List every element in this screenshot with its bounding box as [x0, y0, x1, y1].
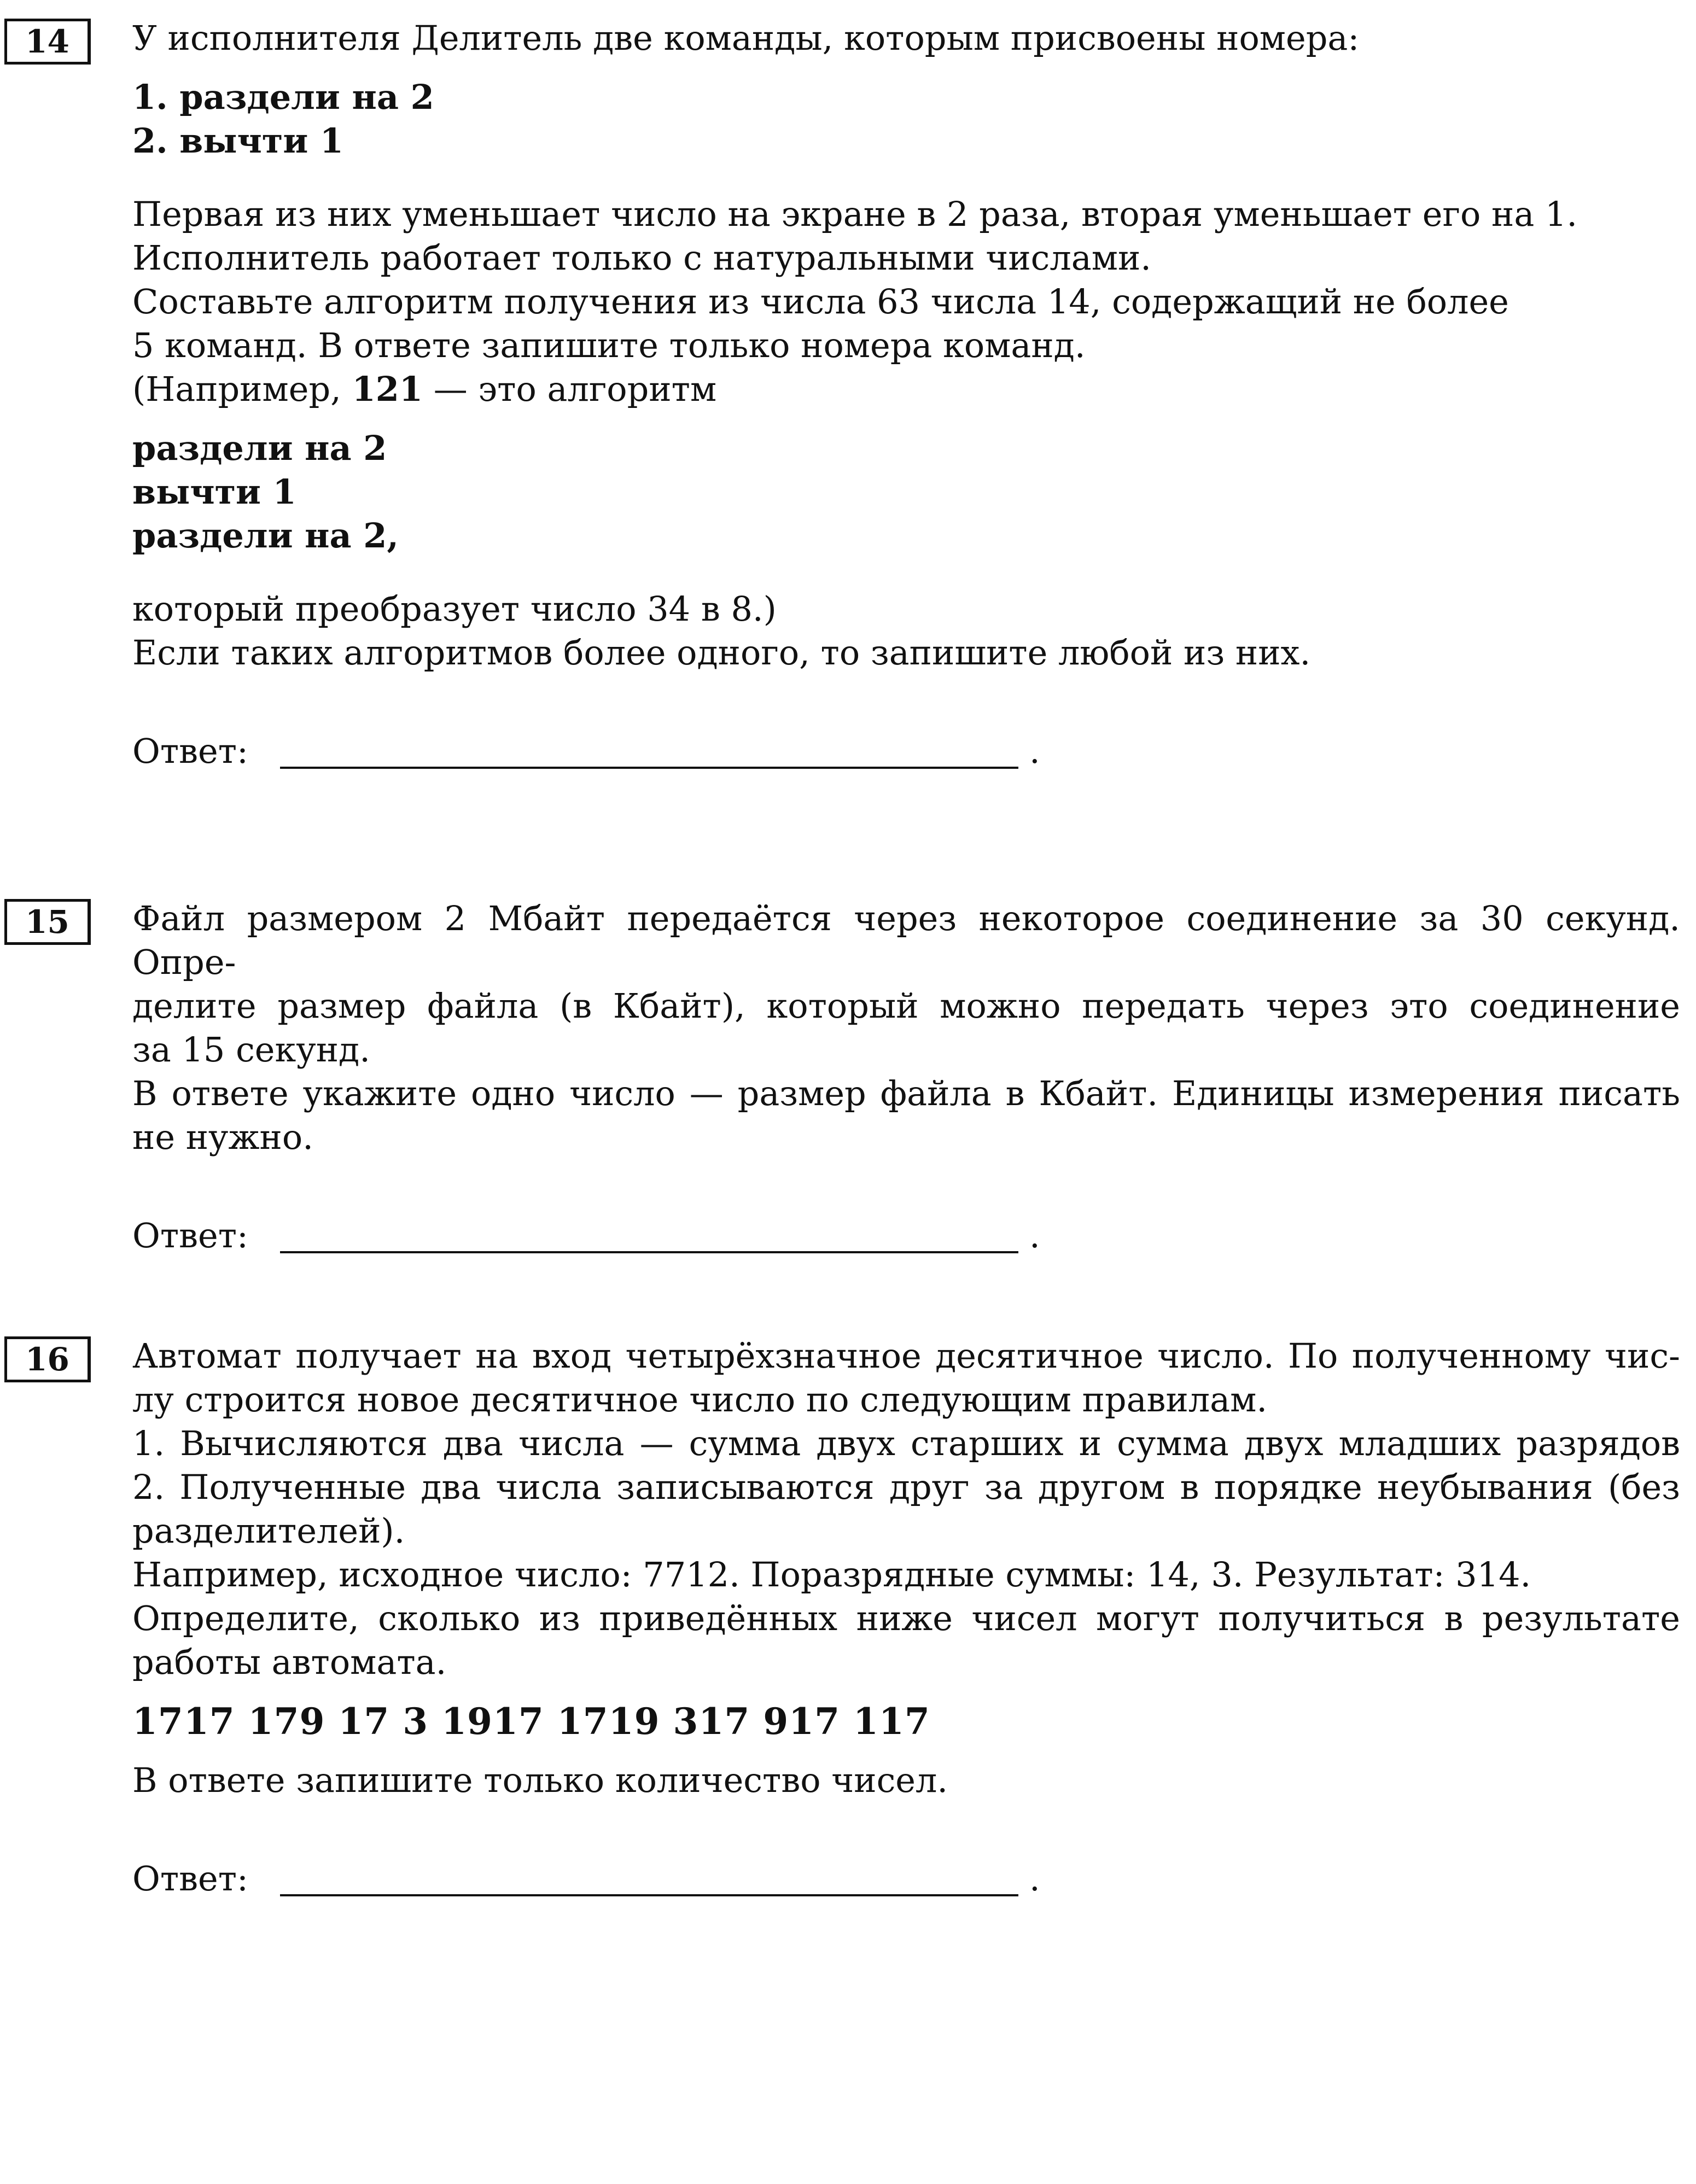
- task-number-box: 14: [4, 19, 91, 65]
- paragraph-line: лу строится новое десятичное число по следующим правилам.: [132, 1380, 1268, 1420]
- task-intro: У исполнителя Делитель две команды, которым присвоены номера:: [132, 18, 1360, 58]
- answer-label: Ответ:: [132, 731, 248, 771]
- answer-dot: .: [1029, 1216, 1040, 1255]
- paragraph-line: 1. Вычисляются два числа — сумма двух старших и сумма двух младших разрядов: [132, 1423, 1680, 1463]
- answer-row: [132, 1214, 1680, 1258]
- paragraph-line: 2. Полученные два числа записываются друг за другом в порядке неубывания (без: [132, 1467, 1680, 1507]
- example-command: раздели на 2: [132, 428, 387, 468]
- task-number-box: 15: [4, 899, 91, 945]
- paragraph-line: 5 команд. В ответе запишите только номера команд.: [132, 325, 1086, 365]
- answer-label: Ответ:: [132, 1216, 248, 1255]
- command-2: 2. вычти 1: [132, 121, 344, 161]
- paragraph-line: Исполнитель работает только с натуральными числами.: [132, 238, 1151, 278]
- number-list: 1717 179 17 3 1917 1719 317 917 117: [132, 1700, 930, 1743]
- answer-label: Ответ:: [132, 1859, 248, 1899]
- paragraph-line: Автомат получает на вход четырёхзначное десятичное число. По полученному чис-: [132, 1336, 1680, 1376]
- answer-row: [132, 729, 1680, 773]
- paragraph-line: Например, исходное число: 7712. Поразрядные суммы: 14, 3. Результат: 314.: [132, 1555, 1531, 1595]
- answer-field[interactable]: [280, 1251, 1018, 1253]
- task-body: [132, 16, 1680, 773]
- paragraph-line: за 15 секунд.: [132, 1030, 370, 1070]
- answer-field[interactable]: [280, 1894, 1018, 1896]
- task-number-box: 16: [4, 1336, 91, 1382]
- example-code: 121: [352, 369, 423, 409]
- example-command: вычти 1: [132, 472, 296, 512]
- example-line: [132, 367, 1680, 411]
- example-command: раздели на 2,: [132, 516, 399, 556]
- paragraph-line: Составьте алгоритм получения из числа 63 числа 14, содержащий не более: [132, 282, 1509, 322]
- paragraph-line: В ответе укажите одно число — размер файла в Кбайт. Единицы измерения писать: [132, 1073, 1680, 1113]
- answer-row: [132, 1857, 1680, 1901]
- after-line: который преобразует число 34 в 8.): [132, 589, 777, 629]
- example-prefix: (Например,: [132, 369, 352, 409]
- example-suffix: — это алгоритм: [423, 369, 717, 409]
- instruction: В ответе запишите только количество чисел.: [132, 1760, 948, 1800]
- task-body: [132, 1334, 1680, 1901]
- paragraph-line: работы автомата.: [132, 1642, 447, 1682]
- answer-dot: .: [1029, 731, 1040, 771]
- paragraph-line: Первая из них уменьшает число на экране в 2 раза, вторая уменьшает его на 1.: [132, 194, 1578, 234]
- paragraph-line: Определите, сколько из приведённых ниже чисел могут получиться в результате: [132, 1598, 1680, 1638]
- answer-field[interactable]: [280, 767, 1018, 769]
- paragraph-line: не нужно.: [132, 1117, 313, 1157]
- after-line: Если таких алгоритмов более одного, то запишите любой из них.: [132, 633, 1311, 673]
- command-1: 1. раздели на 2: [132, 77, 434, 117]
- task-body: [132, 897, 1680, 1258]
- paragraph-line: Файл размером 2 Мбайт передаётся через некоторое соединение за 30 секунд. Опре-: [132, 898, 1680, 982]
- answer-dot: .: [1029, 1859, 1040, 1899]
- paragraph-line: разделителей).: [132, 1511, 405, 1551]
- paragraph-line: делите размер файла (в Кбайт), который можно передать через это соединение: [132, 986, 1680, 1026]
